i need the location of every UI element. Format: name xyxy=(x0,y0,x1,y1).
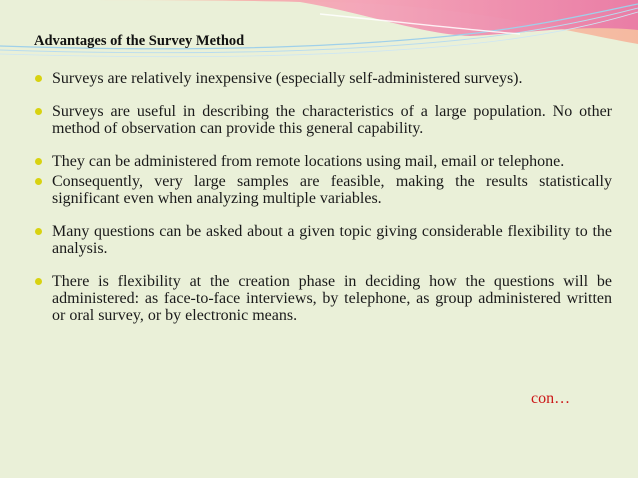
bullet-dot-icon xyxy=(35,108,42,115)
bullet-dot-icon xyxy=(35,158,42,165)
bullet-dot-icon xyxy=(35,178,42,185)
bullet-text: Many questions can be asked about a given topic giving considerable flexibility to the analysis. xyxy=(52,223,612,257)
bullet-text: They can be administered from remote locations using mail, email or telephone. xyxy=(52,153,565,170)
bullet-item-remote-locations xyxy=(34,153,612,170)
continued-indicator: con… xyxy=(531,390,571,407)
bullet-item-large-samples xyxy=(34,173,612,207)
bullet-dot-icon xyxy=(35,278,42,285)
bullet-dot-icon xyxy=(35,75,42,82)
bullet-text: There is flexibility at the creation phase in deciding how the questions will be administered: as face-to-face interviews, by telephone, as group administered written or oral survey, or by electronic means. xyxy=(52,273,612,324)
bullet-item-flexibility-creation xyxy=(34,273,612,324)
slide-title: Advantages of the Survey Method xyxy=(34,33,245,49)
bullet-item-large-population xyxy=(34,103,612,137)
bullet-text: Surveys are useful in describing the characteristics of a large population. No other method of observation can provide this general capability. xyxy=(52,103,612,137)
bullet-item-inexpensive xyxy=(34,70,612,87)
bullet-text: Consequently, very large samples are feasible, making the results statistically significant even when analyzing multiple variables. xyxy=(52,173,612,207)
advantages-list xyxy=(34,70,612,324)
bullet-text: Surveys are relatively inexpensive (especially self-administered surveys). xyxy=(52,70,523,87)
bullet-dot-icon xyxy=(35,228,42,235)
bullet-item-many-questions xyxy=(34,223,612,257)
